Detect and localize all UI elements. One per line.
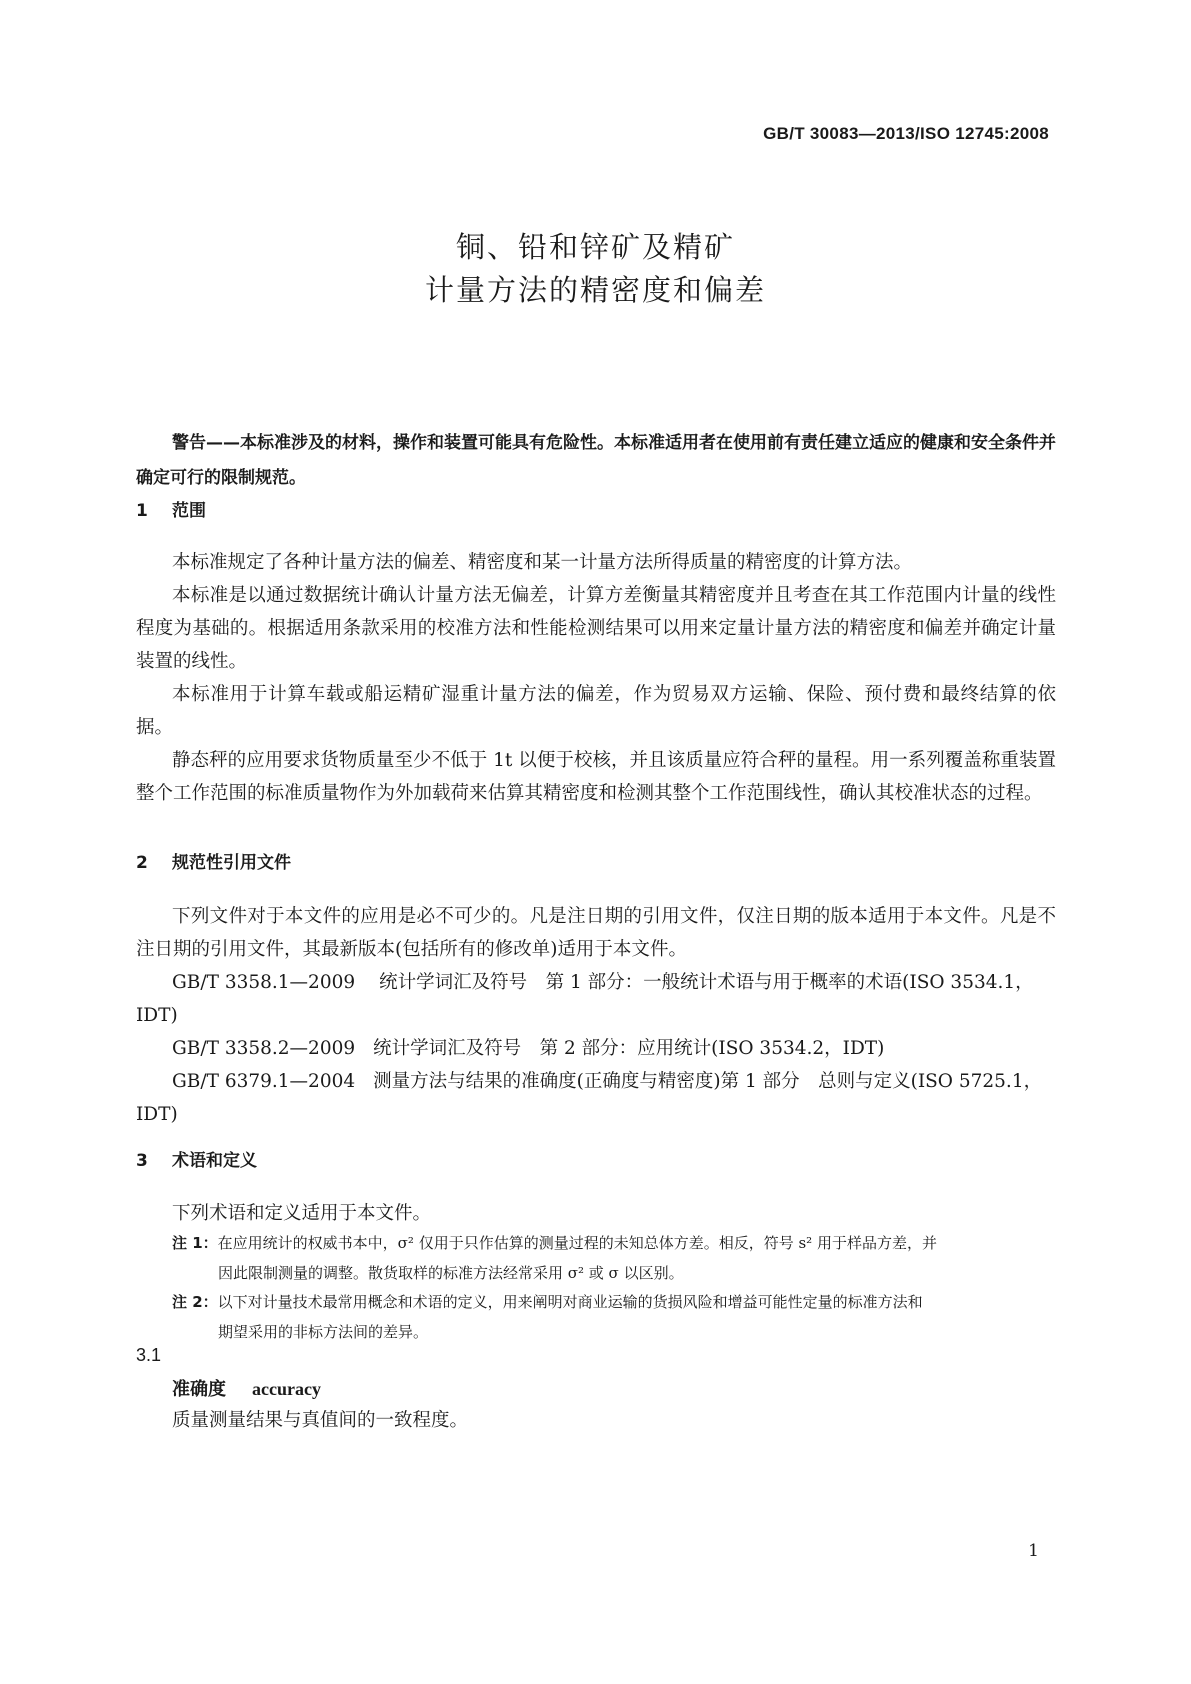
note-text: 在应用统计的权威书本中，σ² 仅用于只作估算的测量过程的未知总体方差。相反，符号 s² 用于样品方差，并 (217, 1234, 937, 1252)
section-3-intro: 下列术语和定义适用于本文件。 (172, 1203, 432, 1224)
section-number: 2 (136, 853, 148, 873)
section-1-paragraph: 静态秤的应用要求货物质量至少不低于 1t 以便于校核，并且该质量应符合秤的量程。用一系列覆盖称重装置整个工作范围的标准质量物作为外加载荷来估算其精密度和检测其整个工作范围线性，确认其校准状态的过程。 (136, 750, 1056, 804)
document-number: GB/T 30083—2013/ISO 12745:2008 (763, 124, 1049, 143)
reference-title: 统计学词汇及符号 第 2 部分：应用统计(ISO 3534.2，IDT) (373, 1038, 885, 1059)
term-heading (172, 1375, 321, 1401)
reference-code: GB/T 3358.2—2009 (172, 1038, 356, 1059)
note-label: 注 2： (172, 1293, 218, 1311)
reference-title: 统计学词汇及符号 第 1 部分：一般统计术语与用于概率的术语(ISO 3534.1，IDT) (136, 972, 1034, 1026)
term-chinese: 准确度 (172, 1379, 226, 1400)
reference-title: 测量方法与结果的准确度(正确度与精密度)第 1 部分 总则与定义(ISO 5725.1，IDT) (136, 1071, 1043, 1125)
term-definition: 质量测量结果与真值间的一致程度。 (172, 1410, 469, 1431)
section-2-heading (136, 848, 291, 873)
note-2 (172, 1287, 1056, 1347)
warning-paragraph: 警告——本标准涉及的材料，操作和装置可能具有危险性。本标准适用者在使用前有责任建立适应的健康和安全条件并确定可行的限制规范。 (136, 433, 1056, 488)
reference-item (136, 966, 1056, 1032)
note-text-continued: 因此限制测量的调整。散货取样的标准方法经常采用 σ² 或 σ 以区别。 (218, 1264, 684, 1282)
note-label: 注 1： (172, 1234, 218, 1252)
section-title: 术语和定义 (172, 1151, 257, 1171)
section-1-paragraph: 本标准用于计算车载或船运精矿湿重计量方法的偏差，作为贸易双方运输、保险、预付费和最终结算的依据。 (136, 684, 1056, 738)
section-number: 1 (136, 501, 148, 521)
section-title: 范围 (172, 501, 206, 521)
reference-item (136, 1065, 1056, 1131)
note-1 (172, 1228, 1056, 1288)
term-english: accuracy (252, 1379, 321, 1399)
section-2-intro: 下列文件对于本文件的应用是必不可少的。凡是注日期的引用文件，仅注日期的版本适用于本文件。凡是不注日期的引用文件，其最新版本(包括所有的修改单)适用于本文件。 (136, 906, 1056, 960)
note-text: 以下对计量技术最常用概念和术语的定义，用来阐明对商业运输的货损风险和增益可能性定量的标准方法和 (217, 1293, 923, 1311)
title-line-1: 铜、铅和锌矿及精矿 (455, 230, 735, 264)
title-line-2: 计量方法的精密度和偏差 (424, 273, 766, 307)
section-number: 3 (136, 1151, 148, 1171)
page-number: 1 (1028, 1541, 1039, 1561)
reference-item (136, 1032, 1056, 1065)
section-1-paragraph: 本标准规定了各种计量方法的偏差、精密度和某一计量方法所得质量的精密度的计算方法。 (172, 552, 913, 573)
section-title: 规范性引用文件 (172, 853, 291, 873)
section-3-heading (136, 1146, 257, 1171)
reference-code: GB/T 6379.1—2004 (172, 1071, 356, 1092)
section-1-paragraph: 本标准是以通过数据统计确认计量方法无偏差，计算方差衡量其精密度并且考查在其工作范围内计量的线性程度为基础的。根据适用条款采用的校准方法和性能检测结果可以用来定量计量方法的精密度和偏差并确定计量装置的线性。 (136, 585, 1056, 672)
note-text-continued: 期望采用的非标方法间的差异。 (218, 1323, 429, 1341)
term-number: 3.1 (136, 1345, 162, 1365)
section-1-heading (136, 496, 206, 521)
reference-code: GB/T 3358.1—2009 (172, 972, 356, 993)
